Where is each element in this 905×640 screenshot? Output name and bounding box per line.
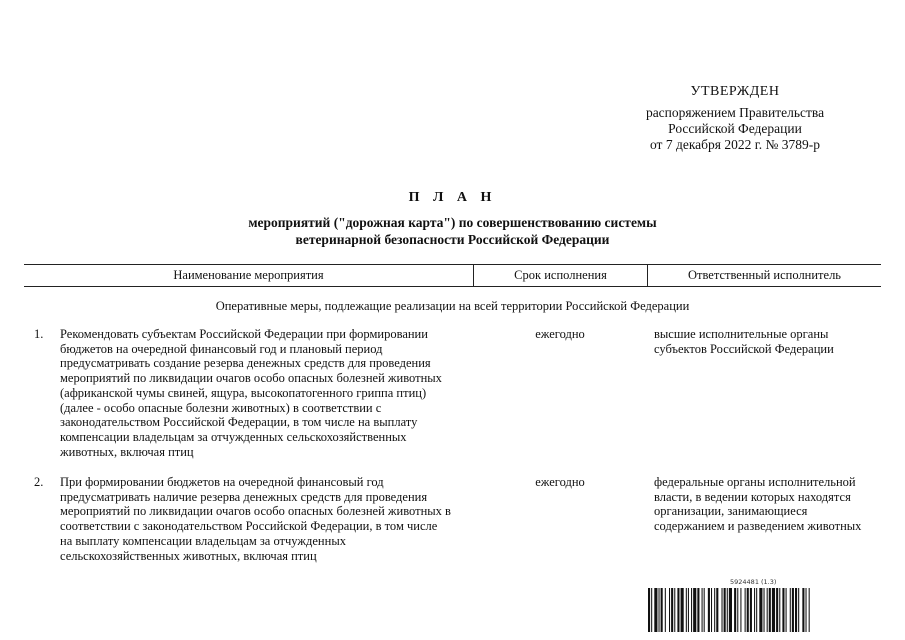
barcode-bar	[806, 588, 807, 632]
table-header	[24, 264, 881, 287]
plan-subtitle	[0, 214, 905, 248]
document-barcode	[648, 578, 878, 634]
barcode-bar	[737, 588, 738, 632]
barcode-bar	[734, 588, 736, 632]
barcode-bar	[802, 588, 804, 632]
barcode-bar	[798, 588, 799, 632]
row-text-line: животных, включая птиц	[60, 444, 194, 459]
barcode-bar	[693, 588, 696, 632]
row-text-line: компенсации владельцам за отчужденных сельскохозяйственных	[60, 429, 407, 444]
approval-line-3: от 7 декабря 2022 г. № 3789-р	[649, 137, 821, 152]
barcode-bar	[681, 588, 684, 632]
row-responsible-line: содержанием и разведением животных	[654, 519, 862, 534]
plan-subtitle-line-1: мероприятий ("дорожная карта") по совершенствованию системы	[248, 215, 657, 230]
section-title: Оперативные меры, подлежащие реализации на всей территории Российской Федерации	[215, 299, 690, 313]
row-text-line: мероприятий по ликвидации очагов особо опасных болезней животных в	[60, 504, 451, 519]
header-name: Наименование мероприятия	[24, 265, 474, 286]
row-text-line: соответствии с законодательством Российской Федерации, в том числе	[60, 519, 438, 534]
row-responsible-line: организации, занимающиеся	[654, 504, 808, 519]
row-responsible-line: власти, в ведении которых находятся	[654, 489, 851, 504]
barcode-bar	[729, 588, 732, 632]
barcode-bar	[691, 588, 692, 632]
barcode-bar	[665, 588, 666, 632]
barcode-bar	[790, 588, 791, 632]
barcode-bar	[686, 588, 687, 632]
row-responsible-line: субъектов Российской Федерации	[654, 341, 834, 356]
barcode-bar	[779, 588, 780, 632]
row-text-line: законодательством Российской Федерации, в том числе на выплату	[60, 415, 418, 430]
barcode-bar	[724, 588, 726, 632]
barcode-bar	[711, 588, 712, 632]
barcode-bar	[795, 588, 797, 632]
row-text-line: (далее - особо опасные болезни животных) в соответствии с	[60, 400, 382, 415]
row-term: ежегодно	[535, 475, 585, 489]
barcode-bar	[688, 588, 689, 632]
header-responsible: Ответственный исполнитель	[687, 268, 842, 282]
barcode-bar	[716, 588, 718, 632]
barcode-bar	[809, 588, 810, 632]
barcode-bar	[754, 588, 755, 632]
barcode-bar	[669, 588, 670, 632]
plan-subtitle-line-2: ветеринарной безопасности Российской Федерации	[295, 232, 610, 247]
barcode-icon	[648, 588, 874, 632]
barcode-bar	[697, 588, 699, 632]
row-text-line: (африканской чумы свиней, ящура, высокопатогенного гриппа птиц)	[60, 385, 427, 400]
barcode-bar	[648, 588, 650, 632]
barcode-bar	[759, 588, 762, 632]
approved-heading: УТВЕРЖДЕН	[690, 84, 780, 99]
barcode-bar	[671, 588, 673, 632]
row-responsible-line: высшие исполнительные органы	[654, 327, 829, 341]
barcode-bar	[661, 588, 663, 632]
row-text-line: мероприятий по ликвидации очагов особо опасных болезней животных	[60, 371, 442, 386]
barcode-bar	[769, 588, 771, 632]
row-number: 1.	[34, 327, 44, 341]
row-text-line: предусматривать наличие резерва денежных средств для проведения	[60, 489, 428, 504]
barcode-bar	[767, 588, 768, 632]
barcode-bar	[756, 588, 757, 632]
barcode-bar	[786, 588, 787, 632]
approval-line-2: Российской Федерации	[668, 121, 802, 136]
barcode-bar	[722, 588, 723, 632]
barcode-bar	[772, 588, 775, 632]
barcode-bar	[776, 588, 778, 632]
barcode-bar	[659, 588, 660, 632]
barcode-bar	[740, 588, 741, 632]
barcode-bar	[654, 588, 657, 632]
row-responsible	[654, 327, 879, 356]
barcode-bar	[677, 588, 679, 632]
row-text	[60, 327, 456, 459]
plan-title: П Л А Н	[408, 190, 497, 205]
barcode-bar	[792, 588, 794, 632]
row-text-line: При формировании бюджетов на очередной финансовый год	[60, 475, 384, 489]
row-text-line: сельскохозяйственных животных, включая птиц	[60, 548, 317, 563]
barcode-label: 5924481 (1.3)	[730, 578, 777, 586]
barcode-bar	[747, 588, 749, 632]
barcode-bar	[714, 588, 715, 632]
barcode-bar	[727, 588, 728, 632]
row-number: 2.	[34, 475, 44, 489]
barcode-bar	[651, 588, 652, 632]
approval-line-1: распоряжением Правительства	[645, 105, 825, 120]
row-text	[60, 475, 456, 563]
barcode-bar	[764, 588, 765, 632]
row-text-line: бюджетов на очередной финансовый год и плановый период	[60, 341, 383, 356]
row-term: ежегодно	[535, 327, 585, 341]
header-term: Срок исполнения	[474, 265, 648, 286]
barcode-bar	[704, 588, 705, 632]
barcode-bar	[745, 588, 746, 632]
barcode-bar	[750, 588, 752, 632]
row-responsible-line: федеральные органы исполнительной	[654, 475, 856, 489]
row-text-line: предусматривать создание резерва денежных средств для проведения	[60, 356, 431, 371]
barcode-bar	[674, 588, 675, 632]
row-responsible	[654, 475, 879, 534]
barcode-bar	[782, 588, 784, 632]
barcode-bar	[708, 588, 710, 632]
approval-block	[605, 84, 865, 153]
row-text-line: Рекомендовать субъектам Российской Федерации при формировании	[60, 327, 428, 341]
row-text-line: на выплату компенсации владельцам за отчужденных	[60, 533, 346, 548]
barcode-bar	[702, 588, 703, 632]
